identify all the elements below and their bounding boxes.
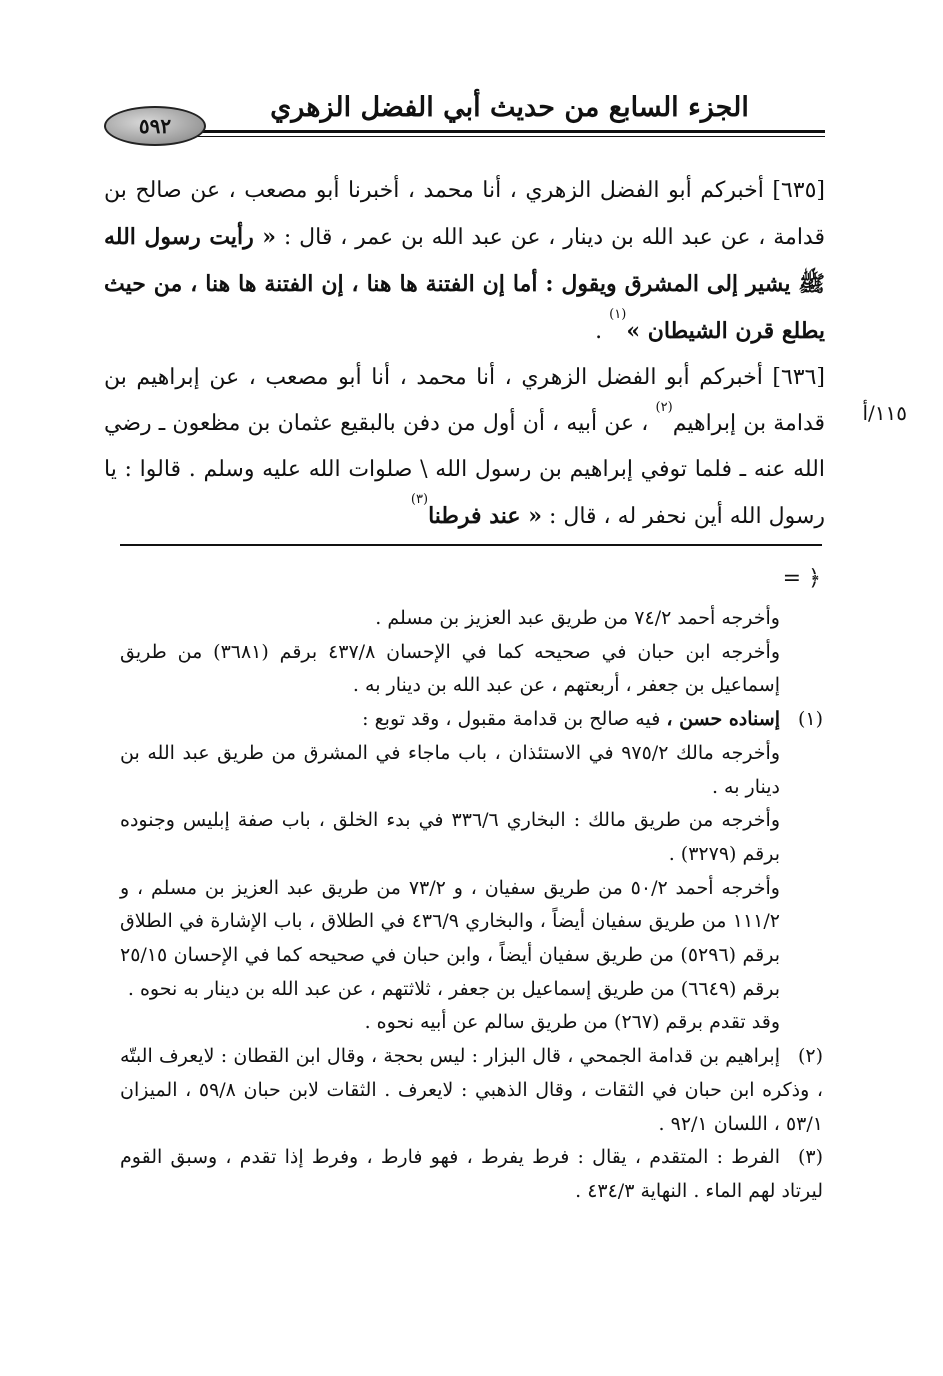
footnote-1-number: (١): [797, 708, 823, 731]
running-title: الجزء السابع من حديث أبي الفضل الزهري: [270, 92, 749, 123]
footnote-1-verdict: إسناده حسن ،: [666, 708, 780, 731]
footnote-3-number: (٣): [797, 1146, 823, 1169]
footnotes: [120, 602, 823, 1209]
hadith-635: [104, 168, 825, 355]
footnote-continued-line: وأخرجه أحمد ٧٤/٢ من طريق عبد العزيز بن مسلم .: [375, 607, 780, 629]
footnote-1: [120, 703, 823, 737]
page-number-badge: [104, 106, 206, 146]
hadith-636-isnad: [٦٣٦] أخبركم أبو الفضل الزهري ، أنا محمد ، أنا أبو مصعب ، عن إبراهيم بن قدامة بن إبراهيم: [104, 365, 826, 436]
footnote-continued-line: وأخرجه ابن حبان في صحيحه كما في الإحسان ٤٣٧/٨ برقم (٣٦٨١) من طريق إسماعيل بن جعفر ، أربعتهم ، عن عبد الله بن دينار به .: [120, 640, 780, 697]
header-rule-thin: [194, 136, 825, 137]
footnote-1-para: وأخرجه من طريق مالك : البخاري ٣٣٦/٦ في بدء الخلق ، باب صفة إبليس وجنوده برقم (٣٢٧٩) .: [120, 809, 780, 865]
page-number: ٥٩٢: [138, 114, 172, 138]
footnote-separator: [120, 544, 822, 546]
hadith-635-matn: « رأيت رسول الله ﷺ يشير إلى المشرق ويقول : أما إن الفتنة ها هنا ، إن الفتنة ها هنا ، من حيث يطلع قرن الشيطان »: [104, 224, 825, 344]
footnote-1-para: وأخرجه أحمد ٥٠/٢ من طريق سفيان ، و ٧٣/٢ من طريق عبد العزيز بن مسلم ، و ١١١/٢ من طريق سفيان أيضاً ، والبخاري ٤٣٦/٩ في الطلاق ، باب الإشارة في الطلاق برقم (٥٢٩٦) من طريق سفيان أيضاً ، وابن حبان في صحيحه كما في الإحسان ٢٥/١٥ برقم (٦٦٤٩) من طريق إسماعيل بن جعفر ، ثلاثتهم ، عن عبد الله بن دينار به نحوه .: [120, 876, 780, 1000]
header-rule-thick: [194, 130, 825, 133]
footnote-2: [120, 1040, 823, 1141]
footnote-ref-3: (٣): [410, 492, 429, 507]
footnote-1-para: وأخرجه مالك ٩٧٥/٢ في الاستئذان ، باب ماجاء في المشرق من طريق عبد الله بن دينار به .: [120, 741, 780, 798]
hadith-636-matn: « عند فرطنا: [428, 503, 542, 529]
footnote-2-text: إبراهيم بن قدامة الجمحي ، قال البزار : ليس بحجة ، وقال ابن القطان : لايعرف البتّه ، وذكره ابن حبان في الثقات ، وقال الذهبي : لايعرف . الثقات لابن حبان ٥٩/٨ ، الميزان ٥٣/١ ، اللسان ٩٢/١ .: [120, 1045, 823, 1135]
page-header: [104, 92, 825, 138]
footnote-3: [120, 1141, 823, 1208]
hadith-635-isnad: [٦٣٥] أخبركم أبو الفضل الزهري ، أنا محمد ، أخبرنا أبو مصعب ، عن صالح بن قدامة ، عن عبد الله بن دينار ، عن عبد الله بن عمر ، قال :: [104, 178, 825, 250]
hadith-635-end: .: [595, 319, 610, 344]
main-text: [104, 168, 825, 540]
footnote-3-text: الفرط : المتقدم ، يقال : فرط يفرط ، فهو فارط ، وفرط إذا تقدم ، وسبق القوم ليرتاد لهم الماء . النهاية ٤٣٤/٣ .: [120, 1146, 823, 1202]
footnote-1-lead: فيه صالح بن قدامة مقبول ، وقد توبع :: [362, 708, 667, 731]
footnote-1-para: وقد تقدم برقم (٢٦٧) من طريق سالم عن أبيه نحوه .: [364, 1011, 780, 1034]
footnote-2-number: (٢): [797, 1045, 823, 1068]
manuscript-folio-note: ١١٥/أ: [862, 401, 907, 425]
footnote-continuation-mark: = ﴿: [782, 566, 821, 591]
footnote-ref-2: (٢): [655, 400, 673, 415]
hadith-636: [104, 355, 825, 540]
hadith-636-text: ، عن أبيه ، أن أول من دفن بالبقيع عثمان بن مظعون ـ رضي الله عنه ـ فلما توفي إبراهيم بن رسول الله \ صلوات الله عليه وسلم . قالوا : يا رسول الله أين نحفر له ، قال :: [104, 411, 825, 529]
footnote-ref-1: (١): [609, 307, 627, 322]
